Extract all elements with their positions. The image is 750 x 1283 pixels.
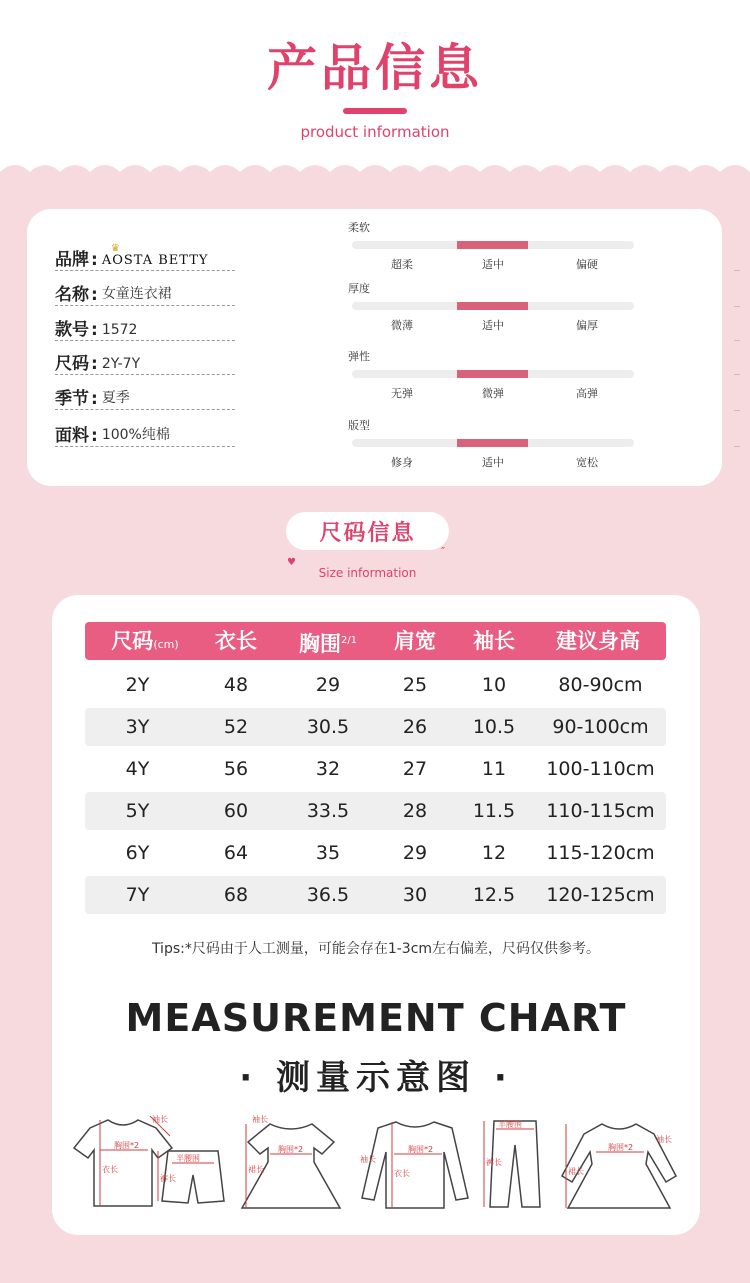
spec-colon: : bbox=[91, 320, 98, 340]
column-header-length: 衣长 bbox=[215, 629, 257, 653]
scale-elasticity-fill bbox=[457, 370, 528, 378]
svg-text:胸围*2: 胸围*2 bbox=[608, 1143, 634, 1152]
spec-style-no-row bbox=[55, 310, 235, 341]
table-cell: 56 bbox=[223, 758, 249, 780]
svg-text:袖长: 袖长 bbox=[152, 1115, 168, 1124]
scale-thickness-fill bbox=[457, 302, 528, 310]
scale-elasticity-label: 弹性 bbox=[348, 350, 370, 363]
edge-tick bbox=[734, 306, 740, 307]
table-cell: 60 bbox=[223, 800, 249, 822]
table-cell: 48 bbox=[223, 674, 249, 696]
long-sleeve-top-diagram-icon bbox=[356, 1112, 474, 1212]
table-cell: 4Y bbox=[125, 758, 150, 780]
table-cell: 100-110cm bbox=[546, 758, 655, 780]
column-header-chest: 胸围$^{2/1}$ bbox=[298, 632, 358, 656]
long-sleeve-dress-diagram-icon bbox=[554, 1112, 684, 1212]
spec-label: 名称 bbox=[55, 285, 89, 305]
measurement-chart-title: MEASUREMENT CHART bbox=[125, 996, 627, 1040]
brand-logo: ♛ AOSTA BETTY bbox=[101, 243, 209, 268]
table-cell: 11 bbox=[481, 758, 507, 780]
table-cell: 11.5 bbox=[472, 800, 516, 822]
table-cell: 27 bbox=[402, 758, 428, 780]
svg-text:袖长: 袖长 bbox=[656, 1135, 672, 1144]
table-cell: 2Y bbox=[125, 674, 150, 696]
svg-text:衣长: 衣长 bbox=[394, 1169, 410, 1178]
table-cell: 120-125cm bbox=[546, 884, 655, 906]
edge-tick bbox=[734, 446, 740, 447]
scale-option: 微弹 bbox=[482, 387, 504, 400]
spec-brand-row bbox=[55, 240, 235, 271]
page-title: 产品信息 bbox=[267, 39, 483, 97]
spec-name-row bbox=[55, 275, 235, 306]
table-cell: 32 bbox=[315, 758, 341, 780]
scale-option: 宽松 bbox=[576, 456, 598, 469]
svg-text:半腰围: 半腰围 bbox=[176, 1154, 200, 1163]
scale-softness-fill bbox=[457, 241, 528, 249]
table-cell: 68 bbox=[223, 884, 249, 906]
scale-option: 适中 bbox=[482, 258, 504, 271]
table-cell: 52 bbox=[223, 716, 249, 738]
table-cell: 6Y bbox=[125, 842, 150, 864]
column-header-sleeve: 袖长 bbox=[473, 629, 515, 653]
svg-text:胸围*2: 胸围*2 bbox=[408, 1145, 434, 1154]
table-cell: 115-120cm bbox=[546, 842, 655, 864]
scale-thickness-label: 厚度 bbox=[348, 282, 370, 295]
svg-text:裤长: 裤长 bbox=[160, 1174, 176, 1183]
edge-tick bbox=[734, 410, 740, 411]
measurement-chart-subtitle: · 测量示意图 · bbox=[239, 1058, 513, 1098]
table-cell: 90-100cm bbox=[552, 716, 649, 738]
table-cell: 29 bbox=[402, 842, 428, 864]
page-subtitle: product information bbox=[300, 123, 450, 141]
spec-fabric-row bbox=[55, 416, 235, 447]
heart-icon: ♥ bbox=[287, 557, 296, 568]
spec-label: 面料 bbox=[55, 426, 89, 446]
edge-tick bbox=[734, 340, 740, 341]
column-header-size: 尺码(cm) bbox=[111, 629, 179, 653]
pants-diagram-icon bbox=[474, 1115, 554, 1215]
spec-value: 1572 bbox=[101, 322, 138, 338]
measurement-tips: Tips:*尺码由于人工测量，可能会存在1-3cm左右偏差，尺码仅供参考。 bbox=[151, 941, 601, 957]
column-header-shoulder: 肩宽 bbox=[394, 629, 436, 653]
spec-size-row bbox=[55, 344, 235, 375]
spec-colon: : bbox=[91, 426, 98, 446]
table-cell: 10 bbox=[481, 674, 507, 696]
spec-value: 100%纯棉 bbox=[101, 427, 170, 443]
edge-tick bbox=[734, 270, 740, 271]
column-header-height: 建议身高 bbox=[556, 629, 640, 653]
table-cell: 30.5 bbox=[306, 716, 350, 738]
wave-divider bbox=[0, 150, 750, 190]
scale-option: 适中 bbox=[482, 319, 504, 332]
svg-text:胸围*2: 胸围*2 bbox=[114, 1141, 140, 1150]
table-cell: 64 bbox=[223, 842, 249, 864]
svg-text:半腰围: 半腰围 bbox=[498, 1120, 522, 1129]
scale-option: 偏硬 bbox=[576, 258, 598, 271]
svg-text:裤长: 裤长 bbox=[486, 1158, 502, 1167]
table-cell: 80-90cm bbox=[558, 674, 643, 696]
shorts-diagram-icon bbox=[150, 1145, 230, 1215]
svg-text:裙长: 裙长 bbox=[568, 1167, 584, 1176]
scale-option: 微薄 bbox=[391, 319, 413, 332]
spec-value: 夏季 bbox=[101, 390, 130, 406]
size-section-subtitle: Size information bbox=[318, 566, 417, 580]
spec-value: 2Y-7Y bbox=[101, 356, 141, 372]
crown-icon: ♛ bbox=[110, 243, 121, 254]
sparkle-icon: ″ bbox=[441, 545, 446, 558]
spec-colon: : bbox=[91, 285, 98, 305]
scale-option: 超柔 bbox=[391, 258, 413, 271]
spec-label: 季节 bbox=[55, 389, 89, 409]
scale-option: 高弹 bbox=[576, 387, 598, 400]
svg-text:衣长: 衣长 bbox=[102, 1165, 118, 1174]
svg-text:胸围*2: 胸围*2 bbox=[278, 1145, 304, 1154]
spec-label: 品牌 bbox=[55, 250, 89, 270]
scale-softness-label: 柔软 bbox=[348, 221, 370, 234]
scale-option: 适中 bbox=[482, 456, 504, 469]
table-cell: 29 bbox=[315, 674, 341, 696]
spec-colon: : bbox=[91, 389, 98, 409]
table-cell: 12.5 bbox=[472, 884, 516, 906]
table-cell: 36.5 bbox=[306, 884, 350, 906]
svg-text:裙长: 裙长 bbox=[248, 1165, 264, 1174]
table-cell: 110-115cm bbox=[546, 800, 655, 822]
size-section-title: 尺码信息 bbox=[319, 521, 416, 546]
spec-value: 女童连衣裙 bbox=[101, 286, 172, 302]
svg-text:袖长: 袖长 bbox=[252, 1115, 268, 1124]
spec-label: 款号 bbox=[55, 320, 89, 340]
table-cell: 3Y bbox=[125, 716, 150, 738]
spec-colon: : bbox=[91, 250, 98, 270]
dress-diagram-icon bbox=[236, 1112, 346, 1212]
svg-text:袖长: 袖长 bbox=[360, 1155, 376, 1164]
table-cell: 28 bbox=[402, 800, 428, 822]
table-cell: 10.5 bbox=[472, 716, 516, 738]
spec-colon: : bbox=[91, 354, 98, 374]
table-cell: 5Y bbox=[125, 800, 150, 822]
title-underline bbox=[343, 108, 407, 114]
scale-fit-label: 版型 bbox=[348, 419, 370, 432]
table-cell: 30 bbox=[402, 884, 428, 906]
edge-tick bbox=[734, 374, 740, 375]
table-cell: 7Y bbox=[125, 884, 150, 906]
scale-option: 偏厚 bbox=[576, 319, 598, 332]
table-cell: 26 bbox=[402, 716, 428, 738]
scale-option: 修身 bbox=[391, 456, 413, 469]
table-cell: 25 bbox=[402, 674, 428, 696]
table-cell: 35 bbox=[315, 842, 341, 864]
table-cell: 33.5 bbox=[306, 800, 350, 822]
spec-label: 尺码 bbox=[55, 354, 89, 374]
scale-fit-fill bbox=[457, 439, 528, 447]
table-cell: 12 bbox=[481, 842, 507, 864]
scale-option: 无弹 bbox=[391, 387, 413, 400]
spec-season-row bbox=[55, 379, 235, 410]
